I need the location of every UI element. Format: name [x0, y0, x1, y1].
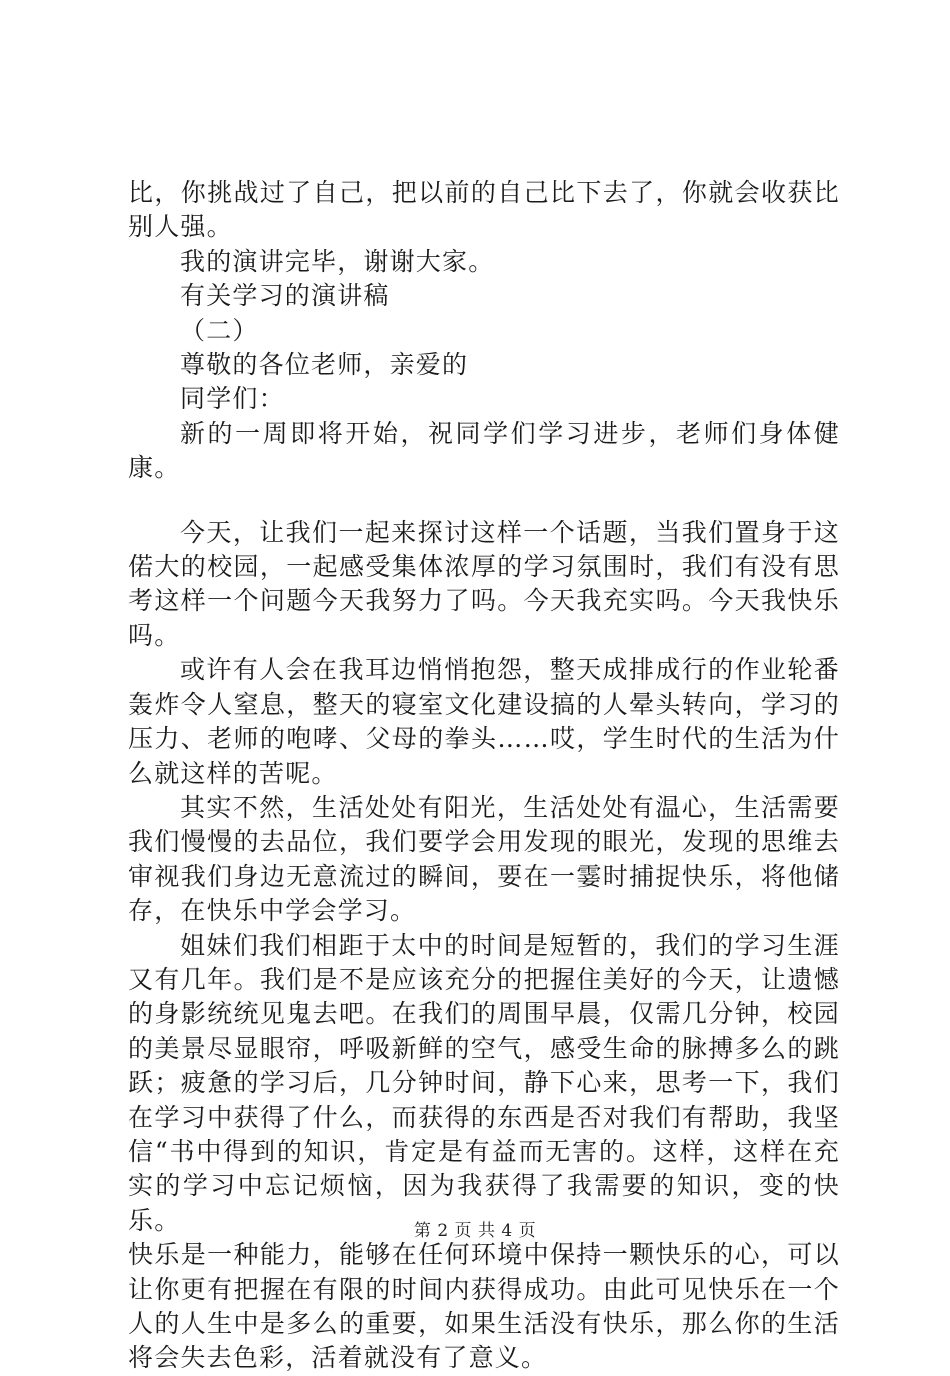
- paragraph-1: 比，你挑战过了自己，把以前的自己比下去了，你就会收获比别人强。: [128, 178, 840, 242]
- salutation-line-2: 同学们：: [180, 384, 285, 414]
- speech-title: 有关学习的演讲稿: [180, 281, 390, 311]
- page-footer: 第 2 页 共 4 页: [413, 1221, 537, 1241]
- paragraph-complaint: 或许有人会在我耳边悄悄抱怨，整天成排成行的作业轮番轰炸令人窒息，整天的寝室文化建设搞的人晕头转向，学习的压力、老师的咆哮、父母的拳头……哎，学生时代的生活为什么就这样的苦呢。: [128, 655, 840, 788]
- paragraph-today: 今天，让我们一起来探讨这样一个话题，当我们置身于这偌大的校园，一起感受集体浓厚的学习氛围时，我们有没有思考这样一个问题今天我努力了吗。今天我充实吗。今天我快乐吗。: [128, 517, 840, 650]
- paragraph-sunshine: 其实不然，生活处处有阳光，生活处处有温心，生活需要我们慢慢的去品位，我们要学会用发现的眼光，发现的思维去审视我们身边无意流过的瞬间，要在一霎时捕捉快乐，将他储存，在快乐中学会学习。: [128, 792, 840, 926]
- paragraph-greeting: 新的一周即将开始，祝同学们学习进步，老师们身体健康。: [128, 418, 840, 483]
- section-number: （二）: [180, 315, 259, 345]
- paragraph-2: 我的演讲完毕，谢谢大家。: [180, 246, 495, 276]
- document-body: [128, 176, 840, 1376]
- paragraph-happiness: 快乐是一种能力，能够在任何环境中保持一颗快乐的心，可以让你更有把握在有限的时间内获得成功。由此可见快乐在一个人的人生中是多么的重要，如果生活没有快乐，那么你的生活将会失去色彩，活着就没有了意义。: [128, 1240, 840, 1373]
- paragraph-gap: [128, 486, 840, 516]
- salutation-line-1: 尊敬的各位老师，亲爱的: [180, 350, 469, 380]
- paragraph-sisters: 姐妹们我们相距于太中的时间是短暂的，我们的学习生涯又有几年。我们是不是应该充分的把握住美好的今天，让遗憾的身影统统见鬼去吧。在我们的周围早晨，仅需几分钟，校园的美景尽显眼帘，呼吸新鲜的空气，感受生命的脉搏多么的跳跃；疲惫的学习后，几分钟时间，静下心来，思考一下，我们在学习中获得了什么，而获得的东西是否对我们有帮助，我坚信“书中得到的知识，肯定是有益而无害的。这样，这样在充实的学习中忘记烦恼，因为我获得了我需要的知识，变的快乐。: [128, 930, 840, 1235]
